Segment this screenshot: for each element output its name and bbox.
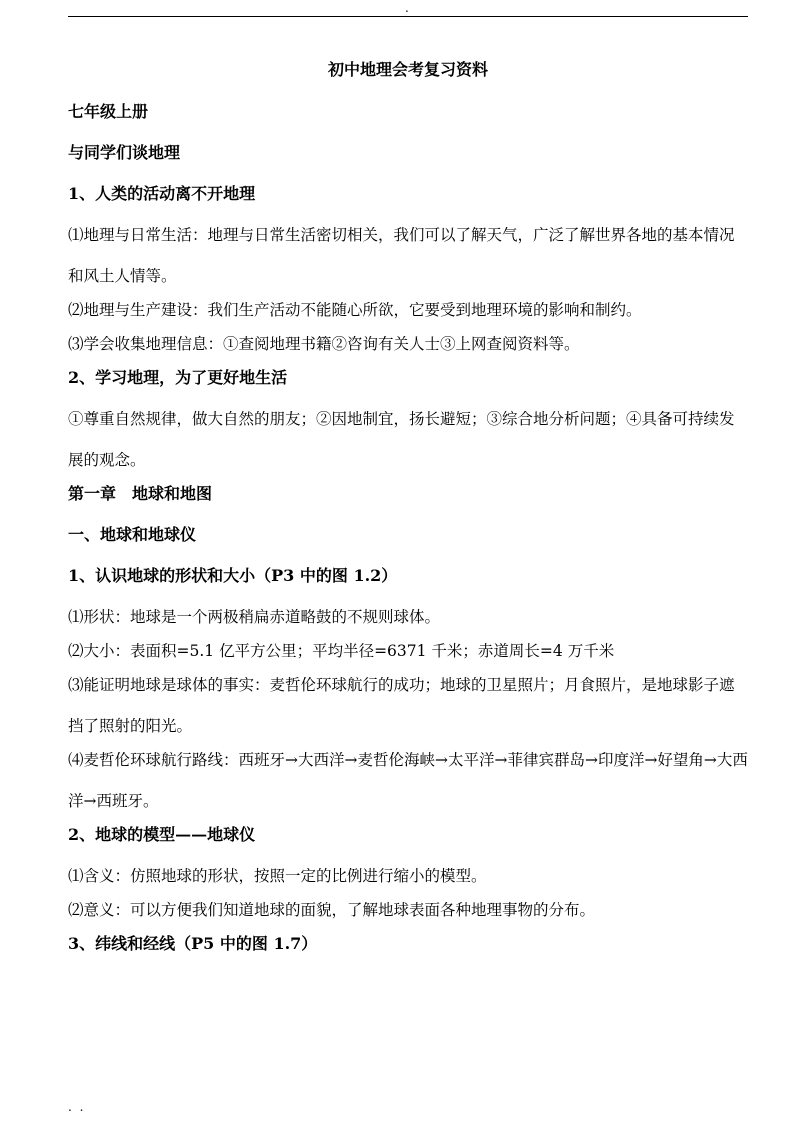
grade-heading: 七年级上册 bbox=[68, 102, 149, 121]
heading-lat-long: 3、纬线和经线（P5 中的图 1.7） bbox=[68, 934, 318, 953]
chapter-heading: 第一章 地球和地图 bbox=[68, 484, 213, 503]
header-dot: . bbox=[405, 1, 409, 15]
section-heading-globe: 一、地球和地球仪 bbox=[68, 525, 197, 544]
paragraph-size: ⑵大小：表面积=5.1 亿平方公里；平均半径=6371 千米；赤道周长=4 万千米 bbox=[68, 642, 615, 660]
paragraph-daily-life: ⑴地理与日常生活：地理与日常生活密切相关，我们可以了解天气，广泛了解世界各地的基本情况和风土人情等。 bbox=[68, 226, 735, 285]
heading-learn-geography: 2、学习地理，为了更好地生活 bbox=[68, 368, 288, 387]
heading-shape-size: 1、认识地球的形状和大小（P3 中的图 1.2） bbox=[68, 566, 398, 585]
paragraph-principles: ①尊重自然规律，做大自然的朋友；②因地制宜，扬长避短；③综合地分析问题；④具备可持续发展的观念。 bbox=[68, 410, 735, 469]
paragraph-info-collection: ⑶学会收集地理信息：①查阅地理书籍②咨询有关人士③上网查阅资料等。 bbox=[68, 335, 580, 353]
heading-globe-model: 2、地球的模型——地球仪 bbox=[68, 825, 256, 844]
paragraph-magellan-route: ⑷麦哲伦环球航行路线：西班牙→大西洋→麦哲伦海峡→太平洋→菲律宾群岛→印度洋→好望角→大西洋→西班牙。 bbox=[68, 751, 748, 810]
header-rule bbox=[68, 16, 748, 17]
document-title: 初中地理会考复习资料 bbox=[327, 60, 488, 79]
paragraph-shape: ⑴形状：地球是一个两极稍扁赤道略鼓的不规则球体。 bbox=[68, 608, 441, 626]
paragraph-definition: ⑴含义：仿照地球的形状，按照一定的比例进行缩小的模型。 bbox=[68, 867, 487, 885]
document-body bbox=[68, 58, 748, 973]
paragraph-evidence: ⑶能证明地球是球体的事实：麦哲伦环球航行的成功；地球的卫星照片；月食照片，是地球影子遮挡了照射的阳光。 bbox=[68, 676, 735, 735]
footer-dots: . . bbox=[68, 1100, 86, 1114]
paragraph-production: ⑵地理与生产建设：我们生产活动不能随心所欲，它要受到地理环境的影响和制约。 bbox=[68, 301, 642, 319]
paragraph-significance: ⑵意义：可以方便我们知道地球的面貌，了解地球表面各种地理事物的分布。 bbox=[68, 901, 596, 919]
heading-human-activity: 1、人类的活动离不开地理 bbox=[68, 184, 256, 203]
intro-section-heading: 与同学们谈地理 bbox=[68, 143, 181, 162]
